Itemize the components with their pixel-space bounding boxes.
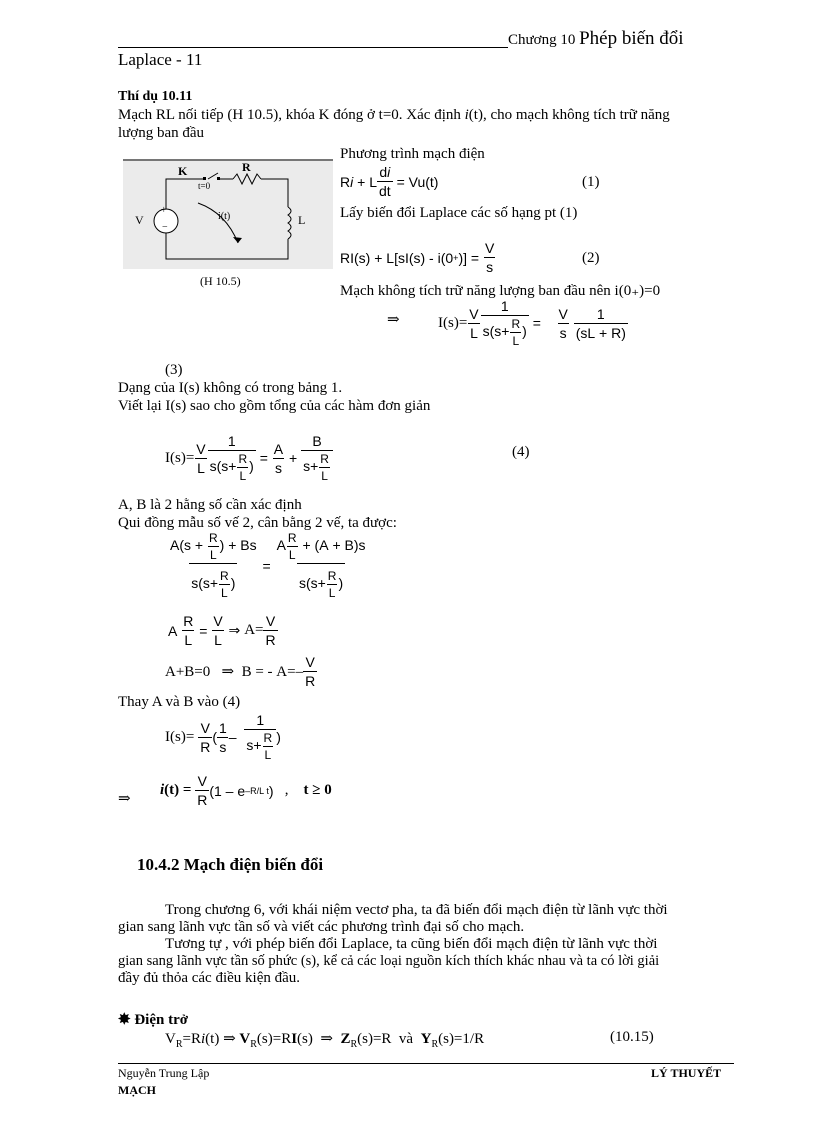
equation-combined: A(s + $\frac{R}{L}$ ) + Bs s(s+ $\frac{R}{L}$ ) = A $\frac{R}{L}$ + (A + B)s s(s+ $\frac{R}{L}$ ) xyxy=(170,531,366,600)
example-line1: Mạch RL nối tiếp (H 10.5), khóa K đóng ở t=0. Xác định i(t), cho mạch không tích trữ năng xyxy=(118,107,670,123)
equation-4: I(s)= $\frac{V}{L}$ 1 s(s+ $\frac{R}{L}$ ) = $\frac{A}{s}$ + B s+ $\frac{R}{L}$ xyxy=(165,434,333,482)
equation-3-number: (3) xyxy=(165,362,183,378)
example-title: Thí dụ 10.11 xyxy=(118,89,193,104)
label-l: L xyxy=(298,213,306,227)
equation-1-number: (1) xyxy=(582,174,600,190)
body-line-3: A, B là 2 hằng số cần xác định xyxy=(118,497,302,513)
circuit-figure xyxy=(123,159,333,269)
equation-b: A+B=0 ⇒ B = - A=– $\frac{V}{R}$ xyxy=(165,654,316,689)
footer-right: LÝ THUYẾT xyxy=(651,1066,722,1080)
equation-it: i(t) = $\frac{V}{R}$ (1 – e –R/L t ) , t ≥ 0 xyxy=(160,773,332,808)
right-text-2: Lấy biến đổi Laplace các số hạng pt (1) xyxy=(340,205,578,221)
para1-line2: gian sang lãnh vực tần số và viết các phương trình đại số cho mạch. xyxy=(118,919,525,935)
equation-4-number: (4) xyxy=(512,444,530,460)
implies-arrow-2: ⇒ xyxy=(118,791,131,807)
chapter-header: Chương 10 Phép biến đổi xyxy=(508,28,684,49)
chapter-header-line2: Laplace - 11 xyxy=(118,50,203,69)
implies-arrow-1: ⇒ xyxy=(387,312,400,328)
body-line-2: Viết lại I(s) sao cho gồm tổng của các hàm đơn giản xyxy=(118,398,431,414)
footer-author: Nguyễn Trung Lập xyxy=(118,1066,210,1080)
resistor-equation: $V_R=Ri(t)$ ⇒ $V_R(s)=RI(s)$ ⇒ $Z_R(s)=R$ và $Y_R(s)=1/R$ xyxy=(165,1031,485,1050)
right-text-3: Mạch không tích trữ năng lượng ban đầu nên i(0₊)=0 xyxy=(340,283,661,299)
body-line-1: Dạng của I(s) không có trong bảng 1. xyxy=(118,380,343,396)
label-current: i(t) xyxy=(218,211,231,222)
resistor-eq-number: (10.15) xyxy=(610,1029,654,1045)
label-v: V xyxy=(135,213,144,227)
label-k: K xyxy=(178,164,188,178)
para2-line1: Tương tự , với phép biến đổi Laplace, ta cũng biến đổi mạch điện từ lãnh vực thời xyxy=(165,936,658,952)
equation-final-is: I(s)= $\frac{V}{R}$ ( $\frac{1}{s}$ – 1 s+ $\frac{R}{L}$ ) xyxy=(165,712,281,762)
label-r: R xyxy=(242,160,251,174)
resistor-symbol xyxy=(233,174,261,184)
source-plus-sign: + xyxy=(161,205,167,216)
current-arrow xyxy=(198,203,238,243)
equation-3: I(s)= $\frac{V}{L}$ 1 s(s+ $\frac{R}{L}$ ) = $\frac{V}{s}$ $\frac{1}{(sL + R)}$ xyxy=(438,298,626,348)
para2-line2: gian sang lãnh vực tần số phức (s), kể cả các loại nguồn kích thích khác nhau và ta có lời giải xyxy=(118,953,660,969)
equation-2: RI(s) + L[sI(s) - i(0 + )] = $\frac{V}{s}$ xyxy=(340,240,495,275)
equation-2-number: (2) xyxy=(582,250,600,266)
para2-line3: đầy đủ thỏa các điều kiện đầu. xyxy=(118,970,301,986)
para1-line1: Trong chương 6, với khái niệm vectơ pha, ta đã biến đổi mạch điện từ lãnh vực thời xyxy=(165,902,668,918)
asterisk-bullet-icon: ✸ xyxy=(118,1012,131,1028)
resistor-heading: ✸ Điện trở xyxy=(118,1012,189,1028)
footer-bottom: MẠCH xyxy=(118,1083,156,1097)
example-line2: lượng ban đầu xyxy=(118,125,205,141)
figure-caption: (H 10.5) xyxy=(200,274,241,288)
equation-1: R i + L $\frac{di}{dt}$ = Vu(t) xyxy=(340,164,439,199)
equation-a: A $\frac{R}{L}$ = $\frac{V}{L}$ ⇒ A= $\frac{V}{R}$ xyxy=(168,613,276,648)
section-title: 10.4.2 Mạch điện biến đổi xyxy=(137,855,324,874)
body-line-5: Thay A và B vào (4) xyxy=(118,694,241,710)
right-text-1: Phương trình mạch điện xyxy=(340,146,485,162)
label-t0: t=0 xyxy=(198,181,211,191)
inductor-symbol xyxy=(288,207,291,239)
body-line-4: Qui đồng mẫu số vế 2, cân bằng 2 vế, ta được: xyxy=(118,515,397,531)
source-minus-sign: − xyxy=(162,222,168,233)
